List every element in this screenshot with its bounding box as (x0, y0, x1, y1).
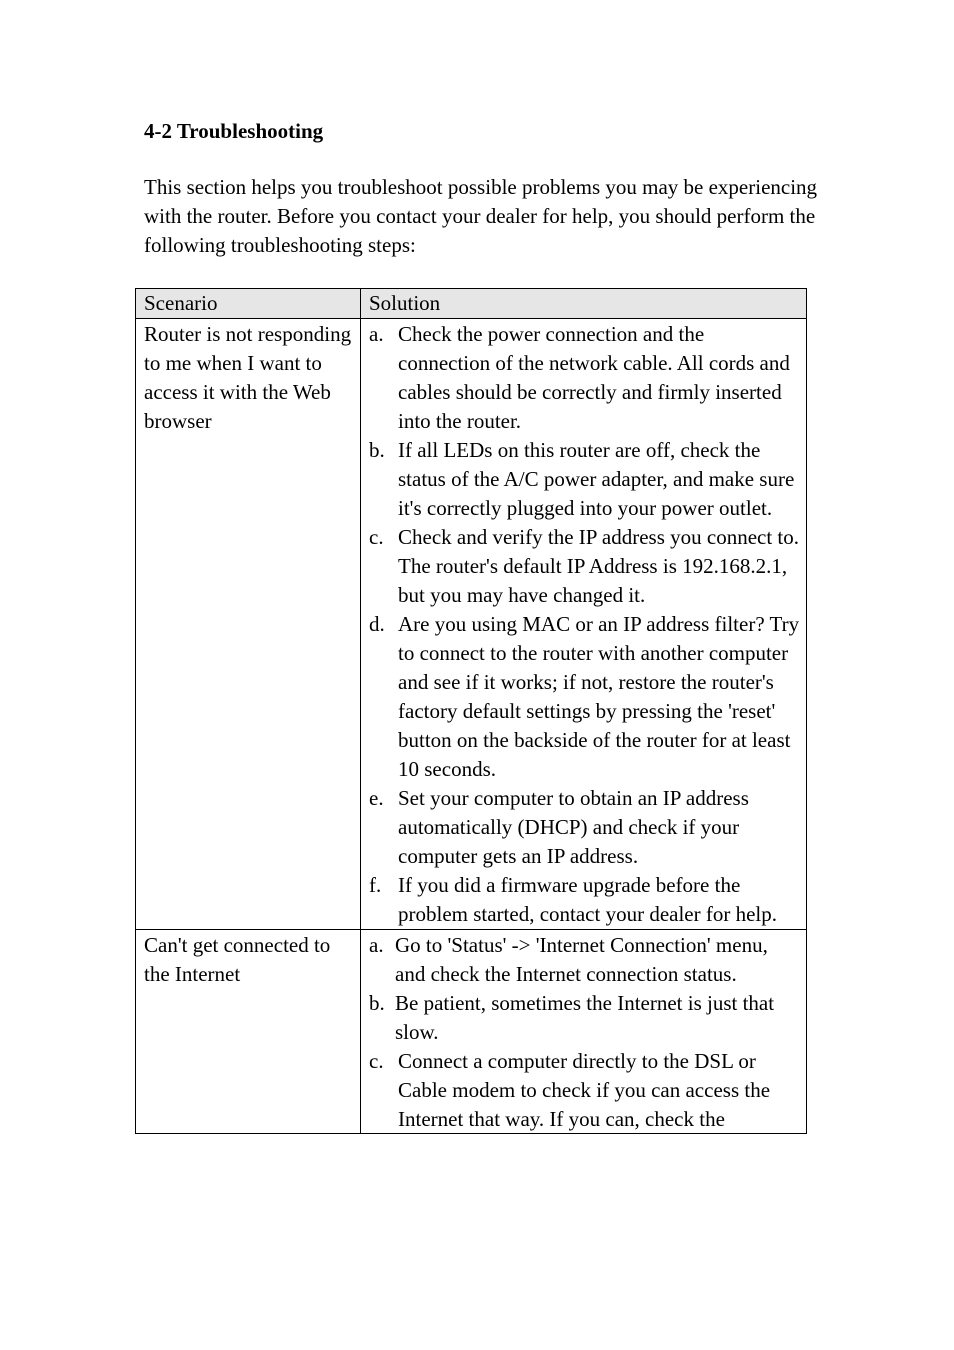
step-marker: a. (369, 933, 384, 957)
list-item (369, 436, 800, 523)
solution-clip (369, 931, 800, 1133)
table-row (136, 930, 807, 1134)
table-header-row (136, 289, 807, 319)
table-row (136, 319, 807, 930)
step-text: If all LEDs on this router are off, check the status of the A/C power adapter, and make sure it's correctly plugged into your power outlet. (398, 438, 795, 520)
step-text: Connect a computer directly to the DSL or Cable modem to check if you can access the Internet that way. If you can, check the (398, 1049, 771, 1131)
list-item (369, 320, 800, 436)
solution-steps-list (369, 320, 800, 929)
step-marker: c. (369, 1049, 384, 1073)
step-marker: b. (369, 438, 385, 462)
list-item (369, 610, 800, 784)
step-marker: e. (369, 786, 384, 810)
solution-cell (361, 930, 807, 1134)
step-marker: d. (369, 612, 385, 636)
step-marker: f. (369, 873, 382, 897)
step-text: Check the power connection and the connection of the network cable. All cords and cables should be correctly and firmly inserted into the router. (398, 322, 790, 433)
solution-steps-list (369, 931, 800, 1133)
list-item (369, 784, 800, 871)
list-item (369, 523, 800, 610)
scenario-cell: Can't get connected to the Internet (136, 930, 361, 1134)
step-text: Are you using MAC or an IP address filter? Try to connect to the router with another computer and see if it works; if not, restore the router's factory default settings by pressing the 'reset' button on the backside of the router for at least 10 seconds. (398, 612, 800, 781)
column-header-scenario: Scenario (136, 289, 361, 319)
section-title: 4-2 Troubleshooting (144, 119, 324, 143)
step-text: If you did a firmware upgrade before the problem started, contact your dealer for help. (398, 873, 778, 926)
step-marker: a. (369, 322, 384, 346)
step-text: Be patient, sometimes the Internet is just that slow. (395, 991, 775, 1044)
intro-paragraph: This section helps you troubleshoot possible problems you may be experiencing with the router. Before you contact your dealer for help, you should perform the following troubleshooting steps: (144, 175, 818, 257)
list-item (369, 1047, 800, 1133)
solution-cell (361, 319, 807, 930)
column-header-solution: Solution (361, 289, 807, 319)
scenario-cell: Router is not responding to me when I want to access it with the Web browser (136, 319, 361, 930)
step-marker: b. (369, 991, 385, 1015)
list-item (369, 989, 800, 1047)
step-text: Go to 'Status' -> 'Internet Connection' menu, and check the Internet connection status. (395, 933, 768, 986)
step-marker: c. (369, 525, 384, 549)
step-text: Check and verify the IP address you connect to. The router's default IP Address is 192.168.2.1, but you may have changed it. (398, 525, 800, 607)
list-item (369, 931, 800, 989)
list-item (369, 871, 800, 929)
step-text: Set your computer to obtain an IP address automatically (DHCP) and check if your computer gets an IP address. (398, 786, 749, 868)
troubleshooting-table (135, 288, 807, 1134)
